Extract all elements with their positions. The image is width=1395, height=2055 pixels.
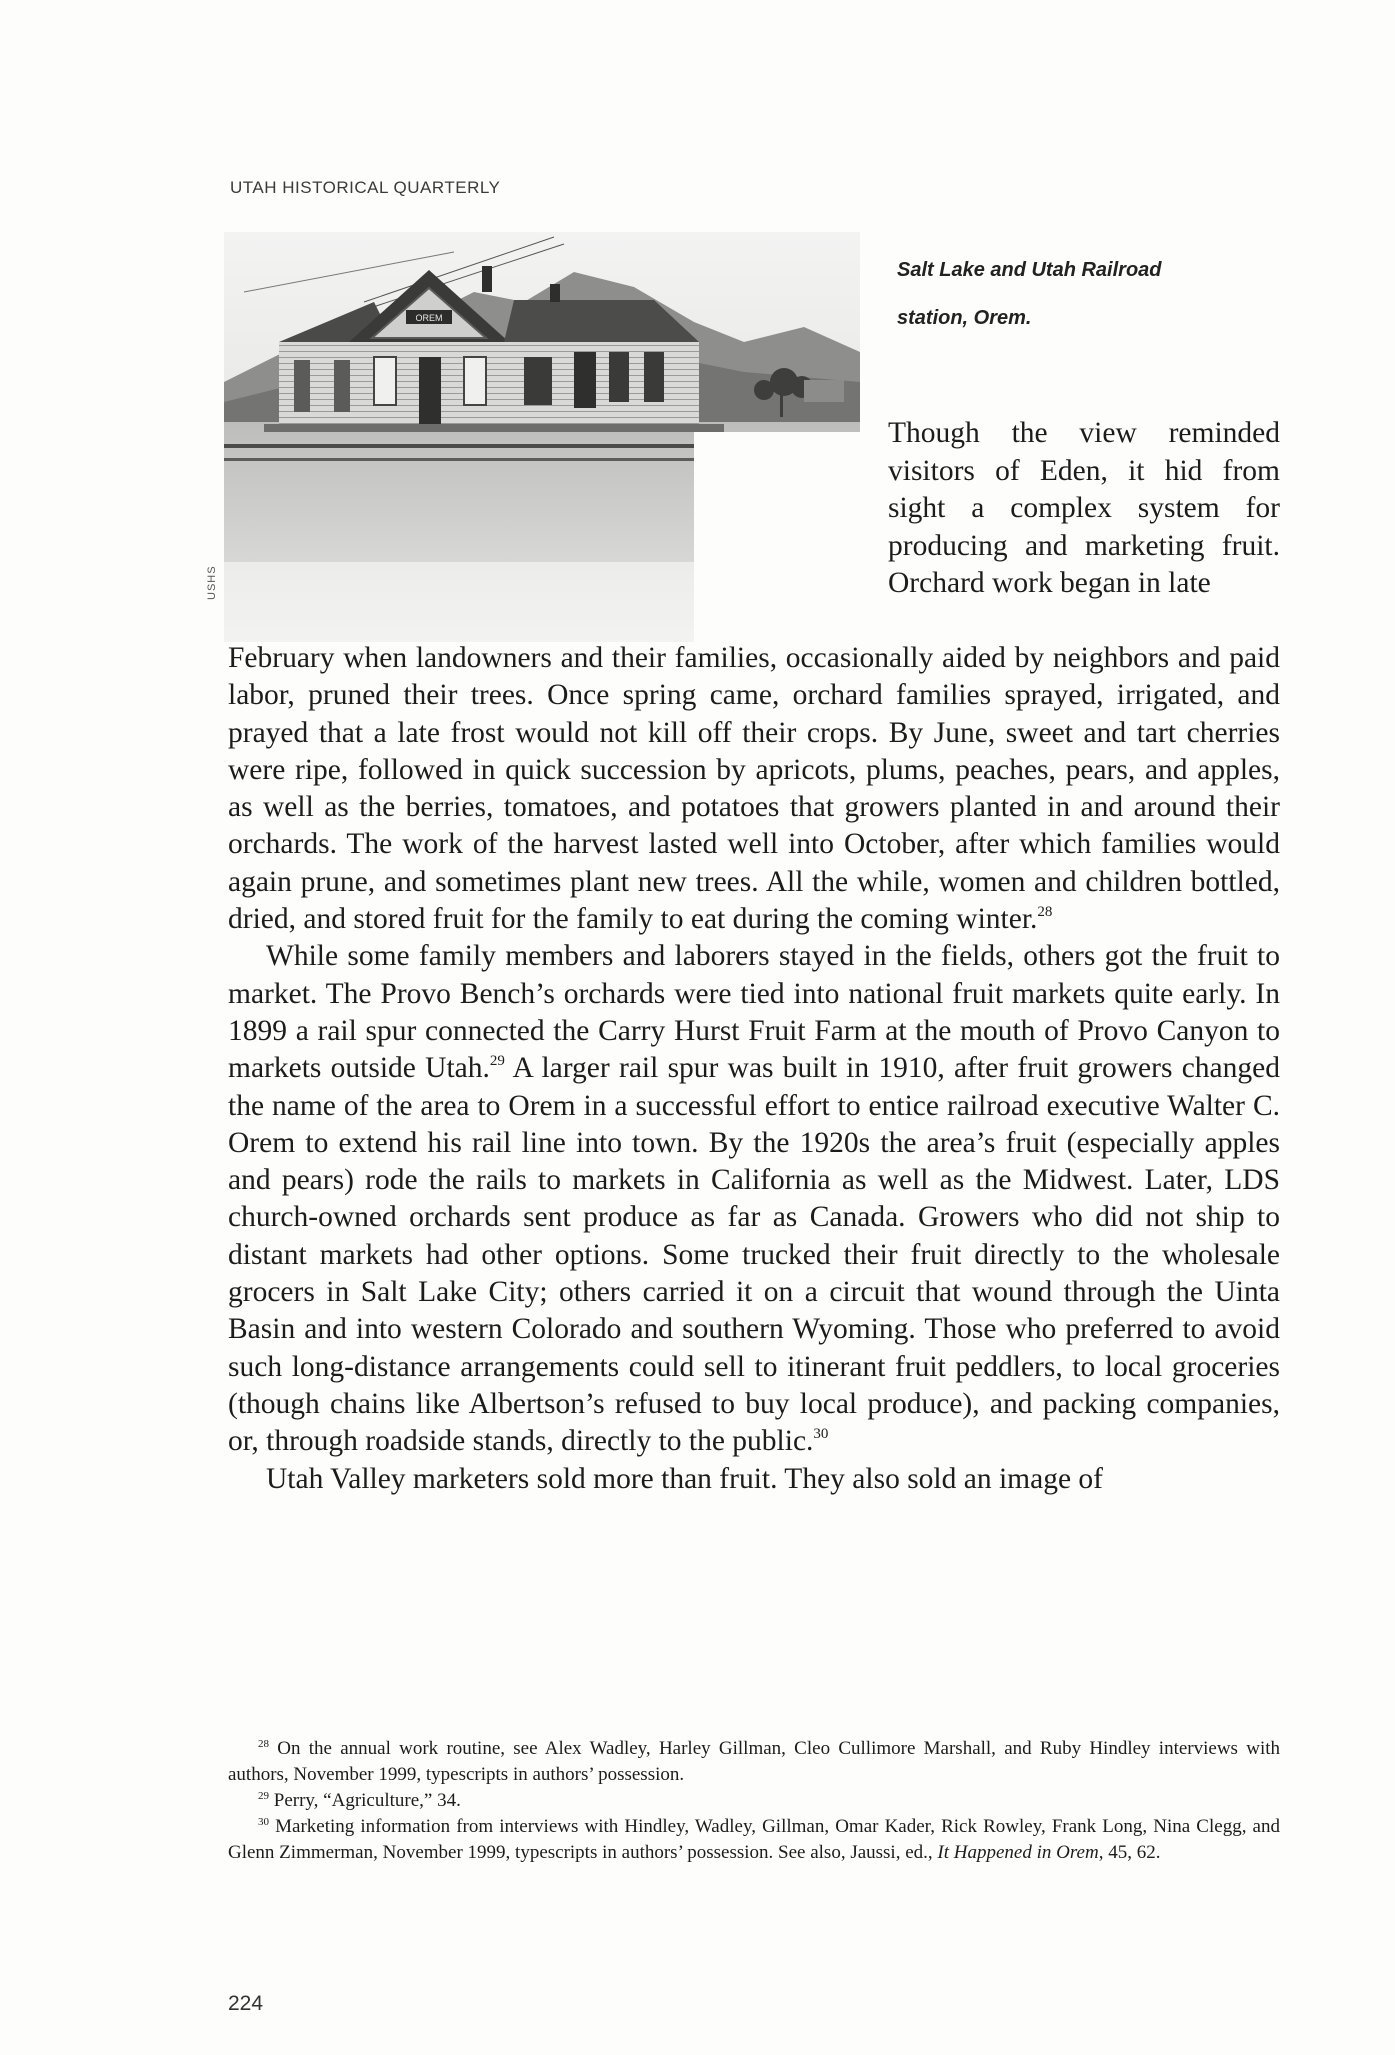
note-ref-28: 28 — [1037, 904, 1053, 921]
footnote-number: 28 — [258, 1738, 269, 1750]
caption-line-2: station, Orem. — [897, 307, 1032, 329]
paragraph-1-text: February when landowners and their families, occasionally aided by neighbors and paid labor, pruned their trees. Once spring came, orchard families sprayed, irrigated, and prayed that a late frost would not kill off their crops. By June, sweet and tart cherries were ripe, followed in quick succession by apricots, plums, peaches, pears, and apples, as well as the berries, tomatoes, and potatoes that growers planted in and around their orchards. The work of the harvest lasted well into October, after which families would again prune, and sometimes plant new trees. All the while, women and children bottled, dried, and stored fruit for the family to eat during the coming winter. — [228, 642, 1280, 936]
photo-credit: USHS — [206, 565, 218, 600]
footnote-number: 29 — [258, 1790, 269, 1802]
footnote-cited-title: It Happened in Orem — [937, 1842, 1099, 1863]
footnotes — [228, 1736, 1280, 1866]
figure-caption — [897, 246, 1227, 342]
note-ref-30: 30 — [813, 1426, 829, 1443]
footnote-text: On the annual work routine, see Alex Wadley, Harley Gillman, Cleo Cullimore Marshall, and Ruby Hindley interviews with authors, November 1999, typescripts in authors’ possession. — [228, 1738, 1280, 1785]
caption-line-1: Salt Lake and Utah Railroad — [897, 259, 1162, 281]
page-number: 224 — [228, 1992, 264, 2015]
paragraph-3: Utah Valley marketers sold more than fruit. They also sold an image of — [266, 1462, 1103, 1495]
station-sign: OREM — [415, 313, 443, 323]
paragraph-2-text-a: While some family members and laborers stayed in the fields, others got the fruit to market. The Provo Bench’s orchards were tied into national fruit markets quite early. In 1899 a rail spur connected the Carry Hurst Fruit Farm at the mouth of Provo Canyon to markets outside Utah. — [228, 940, 1280, 1085]
footnote-text-end: , 45, 62. — [1098, 1842, 1161, 1863]
footnote-30 — [228, 1814, 1280, 1866]
footnote-number: 30 — [258, 1816, 269, 1828]
railroad-station-illustration — [224, 232, 860, 642]
paragraph-2-text-b: A larger rail spur was built in 1910, after fruit growers changed the name of the area to Orem in a successful effort to entice railroad executive Walter C. Orem to extend his rail line into town. By the 1920s the area’s fruit (especially apples and pears) rode the rails to markets in California as well as the Midwest. Later, LDS church-owned orchards sent produce as far as Canada. Growers who did not ship to distant markets had other options. Some trucked their fruit directly to the wholesale grocers in Salt Lake City; others carried it on a circuit that wound through the Uinta Basin and into western Colorado and southern Wyoming. Those who preferred to avoid such long-distance arrangements could sell to itinerant fruit peddlers, to local groceries (though chains like Albertson’s refused to buy local produce), and packing companies, or, through roadside stands, directly to the public. — [228, 1052, 1280, 1458]
note-ref-29: 29 — [489, 1053, 505, 1070]
footnote-28 — [228, 1736, 1280, 1788]
station-photo — [224, 232, 860, 642]
wrapped-paragraph-start: Though the view reminded visitors of Eden, it hid from sight a complex system for producing and marketing fruit. Orchard work began in late — [888, 417, 1280, 599]
running-head: UTAH HISTORICAL QUARTERLY — [230, 178, 501, 197]
paragraph-1 — [228, 640, 1280, 938]
body-text — [228, 640, 1280, 1498]
footnote-text: Perry, “Agriculture,” 34. — [269, 1790, 461, 1811]
footnote-text: Marketing information from interviews with Hindley, Wadley, Gillman, Omar Kader, Rick Rowley, Frank Long, Nina Clegg, and Glenn Zimmerman, November 1999, typescripts in authors’ possession. See also, Jaussi, ed., — [228, 1816, 1280, 1863]
paragraph-2 — [228, 938, 1280, 1460]
footnote-29 — [228, 1788, 1280, 1814]
